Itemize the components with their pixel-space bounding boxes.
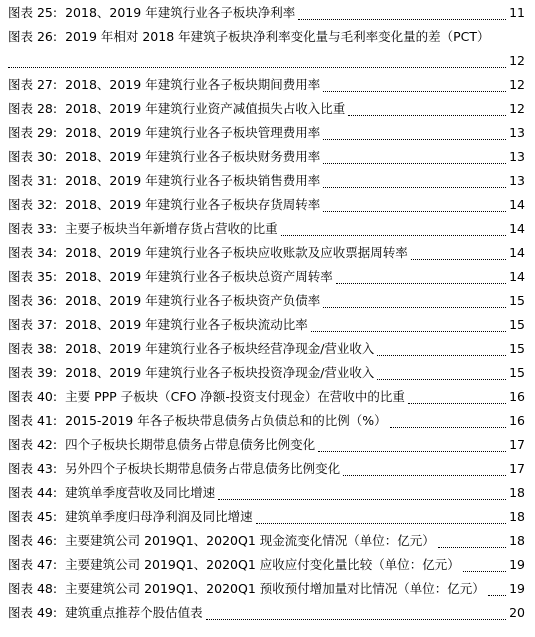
- page-number: 11: [509, 5, 525, 20]
- dot-leader: [206, 619, 506, 620]
- figure-number: 图表 28:: [8, 101, 58, 116]
- figure-title: 主要 PPP 子板块（CFO 净额-投资支付现金）在营收中的比重: [65, 389, 405, 404]
- toc-entry[interactable]: [8, 290, 525, 312]
- page-number: 12: [509, 101, 525, 116]
- dot-leader: [336, 283, 506, 284]
- dot-leader: [311, 331, 506, 332]
- figure-title: 2018、2019 年建筑行业各子板块投资净现金/营业收入: [65, 365, 375, 380]
- dot-leader: [218, 499, 506, 500]
- toc-entry[interactable]: [8, 362, 525, 384]
- figure-number: 图表 49:: [8, 605, 58, 620]
- dot-leader: [323, 91, 506, 92]
- page-number: 14: [509, 245, 525, 260]
- toc-entry[interactable]: [8, 530, 525, 552]
- figure-number: 图表 32:: [8, 197, 58, 212]
- toc-entry[interactable]: [8, 602, 525, 624]
- figure-title: 2018、2019 年建筑行业各子板块管理费用率: [65, 125, 321, 140]
- figure-number: 图表 41:: [8, 413, 58, 428]
- dot-leader: [323, 139, 506, 140]
- dot-leader: [323, 187, 506, 188]
- toc-entry[interactable]: [8, 554, 525, 576]
- figure-number: 图表 42:: [8, 437, 58, 452]
- figure-number: 图表 31:: [8, 173, 58, 188]
- figure-number: 图表 40:: [8, 389, 58, 404]
- toc-entry[interactable]: [8, 26, 525, 48]
- figure-number: 图表 33:: [8, 221, 58, 236]
- figure-number: 图表 30:: [8, 149, 58, 164]
- toc-entry[interactable]: [8, 458, 525, 480]
- figure-title: 主要建筑公司 2019Q1、2020Q1 应收应付变化量比较（单位：亿元）: [65, 557, 460, 572]
- dot-leader: [408, 403, 506, 404]
- dot-leader: [343, 475, 506, 476]
- page-number: 16: [509, 389, 525, 404]
- figure-title: 2018、2019 年建筑行业各子板块流动比率: [65, 317, 308, 332]
- figure-title: 2015-2019 年各子板块带息债务占负债总和的比例（%）: [65, 413, 387, 428]
- dot-leader: [281, 235, 506, 236]
- page-number: 13: [509, 125, 525, 140]
- dot-leader: [323, 163, 506, 164]
- page-number: 13: [509, 173, 525, 188]
- toc-entry[interactable]: [8, 242, 525, 264]
- dot-leader: [488, 595, 506, 596]
- page-number: 17: [509, 461, 525, 476]
- figure-number: 图表 43:: [8, 461, 58, 476]
- figure-number: 图表 36:: [8, 293, 58, 308]
- page-number: 14: [509, 221, 525, 236]
- page-number: 14: [509, 197, 525, 212]
- figure-number: 图表 29:: [8, 125, 58, 140]
- dot-leader: [377, 379, 506, 380]
- page-number: 15: [509, 317, 525, 332]
- toc-entry[interactable]: [8, 194, 525, 216]
- dot-leader: [323, 211, 506, 212]
- dot-leader: [298, 19, 506, 20]
- page-number: 15: [509, 341, 525, 356]
- toc-entry[interactable]: [8, 578, 525, 600]
- figure-number: 图表 45:: [8, 509, 58, 524]
- figure-number: 图表 34:: [8, 245, 58, 260]
- figure-number: 图表 47:: [8, 557, 58, 572]
- figure-title: 2018、2019 年建筑行业资产减值损失占收入比重: [65, 101, 346, 116]
- toc-entry[interactable]: [8, 146, 525, 168]
- dot-leader: [318, 451, 506, 452]
- toc-entry[interactable]: [8, 434, 525, 456]
- figure-title: 另外四个子板块长期带息债务占带息债务比例变化: [65, 461, 341, 476]
- page-number: 19: [509, 557, 525, 572]
- figure-number: 图表 27:: [8, 77, 58, 92]
- dot-leader: [438, 547, 506, 548]
- figure-title: 主要建筑公司 2019Q1、2020Q1 预收预付增加量对比情况（单位：亿元）: [65, 581, 485, 596]
- dot-leader: [377, 355, 506, 356]
- toc-entry[interactable]: [8, 338, 525, 360]
- figure-title: 2018、2019 年建筑行业各子板块总资产周转率: [65, 269, 333, 284]
- page-number: 15: [509, 365, 525, 380]
- toc-entry[interactable]: [8, 218, 525, 240]
- toc-entry[interactable]: [8, 314, 525, 336]
- page-number: 19: [509, 581, 525, 596]
- figure-title: 建筑单季度归母净利润及同比增速: [65, 509, 253, 524]
- figure-title: 建筑单季度营收及同比增速: [65, 485, 216, 500]
- figure-title: 2019 年相对 2018 年建筑子板块净利率变化量与毛利率变化量的差（PCT）: [65, 29, 490, 44]
- page-number: 20: [509, 605, 525, 620]
- figure-number: 图表 37:: [8, 317, 58, 332]
- figure-number: 图表 25:: [8, 5, 58, 20]
- toc-entry-continuation[interactable]: [8, 50, 525, 72]
- figure-title: 2018、2019 年建筑行业各子板块净利率: [65, 5, 296, 20]
- dot-leader: [256, 523, 506, 524]
- toc-entry[interactable]: [8, 98, 525, 120]
- figure-title: 2018、2019 年建筑行业各子板块应收账款及应收票据周转率: [65, 245, 408, 260]
- toc-entry[interactable]: [8, 74, 525, 96]
- page-number: 12: [509, 53, 525, 68]
- dot-leader: [463, 571, 506, 572]
- figure-title: 主要建筑公司 2019Q1、2020Q1 现金流变化情况（单位：亿元）: [65, 533, 435, 548]
- toc-entry[interactable]: [8, 506, 525, 528]
- dot-leader: [390, 427, 507, 428]
- figure-number: 图表 46:: [8, 533, 58, 548]
- figure-title: 2018、2019 年建筑行业各子板块财务费用率: [65, 149, 321, 164]
- figure-title: 四个子板块长期带息债务占带息债务比例变化: [65, 437, 316, 452]
- figure-title: 2018、2019 年建筑行业各子板块销售费用率: [65, 173, 321, 188]
- toc-entry[interactable]: [8, 2, 525, 24]
- figure-title: 2018、2019 年建筑行业各子板块期间费用率: [65, 77, 321, 92]
- toc-entry[interactable]: [8, 266, 525, 288]
- figure-number: 图表 38:: [8, 341, 58, 356]
- page-number: 18: [509, 509, 525, 524]
- toc-entry[interactable]: [8, 122, 525, 144]
- page-number: 14: [509, 269, 525, 284]
- toc-entry[interactable]: [8, 386, 525, 408]
- toc-entry[interactable]: [8, 482, 525, 504]
- page-number: 18: [509, 533, 525, 548]
- figure-number: 图表 26:: [8, 29, 58, 44]
- dot-leader: [348, 115, 506, 116]
- page-number: 17: [509, 437, 525, 452]
- figure-number: 图表 44:: [8, 485, 58, 500]
- page-number: 18: [509, 485, 525, 500]
- figure-title: 主要子板块当年新增存货占营收的比重: [65, 221, 278, 236]
- figure-number: 图表 39:: [8, 365, 58, 380]
- figure-number: 图表 35:: [8, 269, 58, 284]
- figure-title: 2018、2019 年建筑行业各子板块资产负债率: [65, 293, 321, 308]
- dot-leader: [323, 307, 506, 308]
- figure-title: 2018、2019 年建筑行业各子板块经营净现金/营业收入: [65, 341, 375, 356]
- page-number: 16: [509, 413, 525, 428]
- page-number: 15: [509, 293, 525, 308]
- page-number: 13: [509, 149, 525, 164]
- figure-number: 图表 48:: [8, 581, 58, 596]
- dot-leader: [411, 259, 506, 260]
- toc-entry[interactable]: [8, 410, 525, 432]
- toc-entry[interactable]: [8, 170, 525, 192]
- figure-title: 2018、2019 年建筑行业各子板块存货周转率: [65, 197, 321, 212]
- page-number: 12: [509, 77, 525, 92]
- dot-leader: [8, 67, 506, 68]
- figure-title: 建筑重点推荐个股估值表: [65, 605, 203, 620]
